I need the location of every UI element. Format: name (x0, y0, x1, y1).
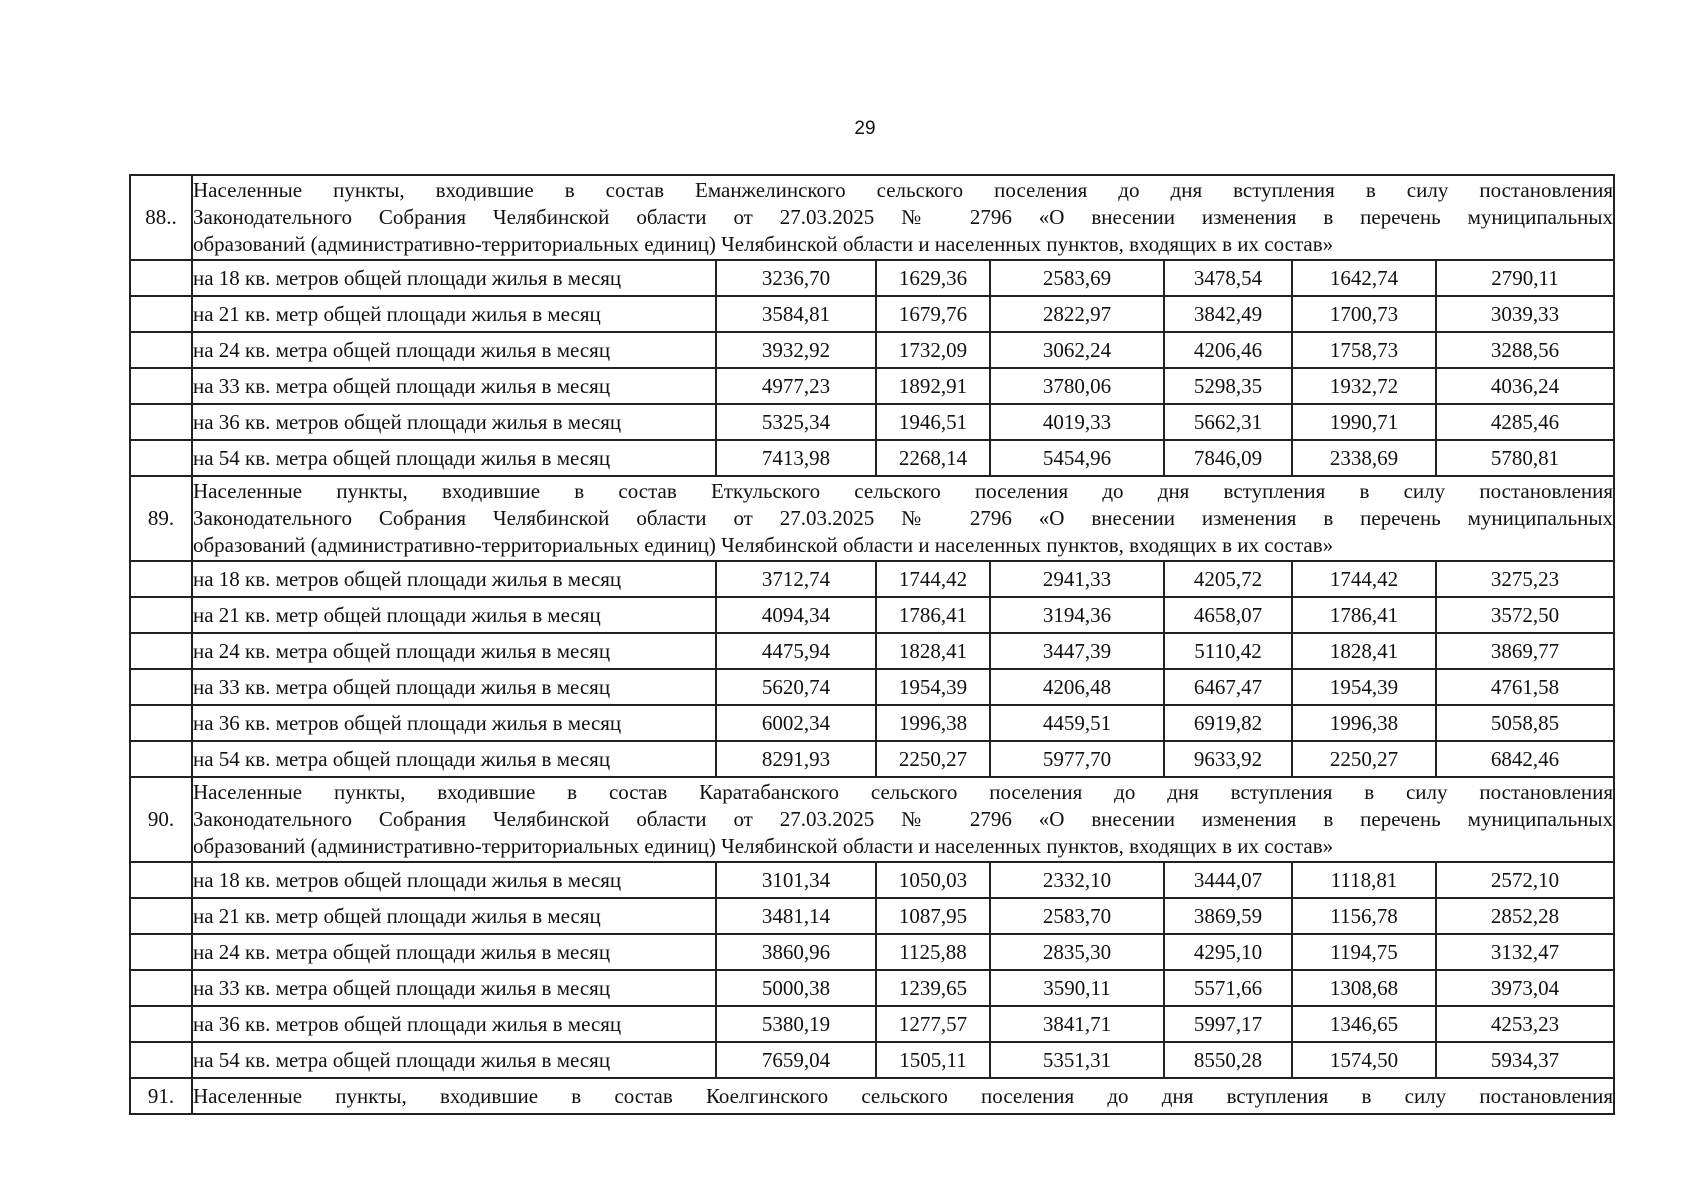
row-label: на 33 кв. метра общей площади жилья в месяц (192, 970, 716, 1006)
table-row (130, 970, 1614, 1006)
value-cell: 5298,35 (1164, 368, 1292, 404)
section-description-line: образований (административно-территориальных единиц) Челябинской области и населенных пунктов, входящих в их состав» (193, 533, 1334, 557)
section-number: 90. (130, 777, 192, 862)
value-cell: 1932,72 (1292, 368, 1436, 404)
value-cell: 4205,72 (1164, 561, 1292, 597)
empty-number-cell (130, 597, 192, 633)
value-cell: 3842,49 (1164, 296, 1292, 332)
empty-number-cell (130, 898, 192, 934)
value-cell: 5571,66 (1164, 970, 1292, 1006)
value-cell: 6919,82 (1164, 705, 1292, 741)
table-row (130, 705, 1614, 741)
value-cell: 1050,03 (876, 862, 990, 898)
table-row (130, 898, 1614, 934)
value-cell: 3444,07 (1164, 862, 1292, 898)
value-cell: 7413,98 (716, 440, 876, 476)
section-description-line: Законодательного Собрания Челябинской области от 27.03.2025 № 2796 «О внесении изменения в перечень муниципальных (193, 807, 1614, 831)
value-cell: 3841,71 (990, 1006, 1164, 1042)
value-cell: 1125,88 (876, 934, 990, 970)
empty-number-cell (130, 561, 192, 597)
value-cell: 1118,81 (1292, 862, 1436, 898)
value-cell: 3973,04 (1436, 970, 1614, 1006)
value-cell: 3039,33 (1436, 296, 1614, 332)
value-cell: 5620,74 (716, 669, 876, 705)
value-cell: 1996,38 (1292, 705, 1436, 741)
value-cell: 4761,58 (1436, 669, 1614, 705)
row-label: на 18 кв. метров общей площади жилья в месяц (192, 561, 716, 597)
empty-number-cell (130, 1042, 192, 1078)
table-row (130, 332, 1614, 368)
table-row (130, 741, 1614, 777)
value-cell: 2822,97 (990, 296, 1164, 332)
value-cell: 7846,09 (1164, 440, 1292, 476)
empty-number-cell (130, 970, 192, 1006)
value-cell: 1679,76 (876, 296, 990, 332)
value-cell: 4459,51 (990, 705, 1164, 741)
value-cell: 4658,07 (1164, 597, 1292, 633)
section-header-row (130, 175, 1614, 260)
value-cell: 4475,94 (716, 633, 876, 669)
section-description-line: Населенные пункты, входившие в состав Еткульского сельского поселения до дня вступления в силу постановления (193, 479, 1614, 503)
value-cell: 4285,46 (1436, 404, 1614, 440)
section-description (192, 175, 1614, 260)
value-cell: 3572,50 (1436, 597, 1614, 633)
value-cell: 3780,06 (990, 368, 1164, 404)
value-cell: 3869,77 (1436, 633, 1614, 669)
table-row (130, 1042, 1614, 1078)
value-cell: 1990,71 (1292, 404, 1436, 440)
row-label: на 36 кв. метров общей площади жилья в месяц (192, 1006, 716, 1042)
value-cell: 4019,33 (990, 404, 1164, 440)
table-row (130, 597, 1614, 633)
table-row (130, 633, 1614, 669)
value-cell: 5351,31 (990, 1042, 1164, 1078)
value-cell: 4206,48 (990, 669, 1164, 705)
value-cell: 2790,11 (1436, 260, 1614, 296)
empty-number-cell (130, 741, 192, 777)
row-label: на 24 кв. метра общей площади жилья в месяц (192, 332, 716, 368)
value-cell: 2583,70 (990, 898, 1164, 934)
value-cell: 1786,41 (876, 597, 990, 633)
value-cell: 8291,93 (716, 741, 876, 777)
table-row (130, 1006, 1614, 1042)
value-cell: 3132,47 (1436, 934, 1614, 970)
value-cell: 6842,46 (1436, 741, 1614, 777)
value-cell: 2268,14 (876, 440, 990, 476)
empty-number-cell (130, 404, 192, 440)
table-row (130, 669, 1614, 705)
value-cell: 1946,51 (876, 404, 990, 440)
table-row (130, 404, 1614, 440)
value-cell: 2250,27 (1292, 741, 1436, 777)
value-cell: 1732,09 (876, 332, 990, 368)
value-cell: 1574,50 (1292, 1042, 1436, 1078)
value-cell: 5977,70 (990, 741, 1164, 777)
row-label: на 24 кв. метра общей площади жилья в месяц (192, 934, 716, 970)
table-row (130, 862, 1614, 898)
section-header-row (130, 777, 1614, 862)
value-cell: 1700,73 (1292, 296, 1436, 332)
value-cell: 3584,81 (716, 296, 876, 332)
value-cell: 1277,57 (876, 1006, 990, 1042)
value-cell: 8550,28 (1164, 1042, 1292, 1078)
value-cell: 1744,42 (1292, 561, 1436, 597)
value-cell: 3275,23 (1436, 561, 1614, 597)
row-label: на 36 кв. метров общей площади жилья в месяц (192, 705, 716, 741)
section-description-line: образований (административно-территориальных единиц) Челябинской области и населенных пунктов, входящих в их состав» (193, 232, 1334, 256)
value-cell: 1744,42 (876, 561, 990, 597)
empty-number-cell (130, 1006, 192, 1042)
row-label: на 33 кв. метра общей площади жилья в месяц (192, 368, 716, 404)
row-label: на 36 кв. метров общей площади жилья в месяц (192, 404, 716, 440)
value-cell: 5000,38 (716, 970, 876, 1006)
value-cell: 1629,36 (876, 260, 990, 296)
row-label: на 54 кв. метра общей площади жилья в месяц (192, 741, 716, 777)
row-label: на 18 кв. метров общей площади жилья в месяц (192, 260, 716, 296)
value-cell: 1954,39 (876, 669, 990, 705)
row-label: на 54 кв. метра общей площади жилья в месяц (192, 1042, 716, 1078)
value-cell: 3478,54 (1164, 260, 1292, 296)
table-body (130, 175, 1614, 1114)
section-description-line: Законодательного Собрания Челябинской области от 27.03.2025 № 2796 «О внесении изменения в перечень муниципальных (193, 205, 1614, 229)
value-cell: 3101,34 (716, 862, 876, 898)
empty-number-cell (130, 440, 192, 476)
value-cell: 2572,10 (1436, 862, 1614, 898)
section-description-line: Населенные пункты, входившие в состав Еманжелинского сельского поселения до дня вступления в силу постановления (193, 178, 1614, 202)
row-label: на 21 кв. метр общей площади жилья в месяц (192, 597, 716, 633)
value-cell: 2338,69 (1292, 440, 1436, 476)
value-cell: 1194,75 (1292, 934, 1436, 970)
value-cell: 3194,36 (990, 597, 1164, 633)
value-cell: 1828,41 (1292, 633, 1436, 669)
value-cell: 1087,95 (876, 898, 990, 934)
table-row (130, 440, 1614, 476)
value-cell: 3062,24 (990, 332, 1164, 368)
value-cell: 2583,69 (990, 260, 1164, 296)
value-cell: 2941,33 (990, 561, 1164, 597)
empty-number-cell (130, 862, 192, 898)
value-cell: 5997,17 (1164, 1006, 1292, 1042)
empty-number-cell (130, 669, 192, 705)
value-cell: 4253,23 (1436, 1006, 1614, 1042)
value-cell: 3860,96 (716, 934, 876, 970)
empty-number-cell (130, 934, 192, 970)
empty-number-cell (130, 332, 192, 368)
page-number: 29 (854, 118, 876, 139)
value-cell: 3236,70 (716, 260, 876, 296)
value-cell: 3590,11 (990, 970, 1164, 1006)
value-cell: 5110,42 (1164, 633, 1292, 669)
value-cell: 5780,81 (1436, 440, 1614, 476)
table-row (130, 260, 1614, 296)
value-cell: 2835,30 (990, 934, 1164, 970)
table-row (130, 934, 1614, 970)
value-cell: 2852,28 (1436, 898, 1614, 934)
value-cell: 1758,73 (1292, 332, 1436, 368)
value-cell: 5934,37 (1436, 1042, 1614, 1078)
empty-number-cell (130, 260, 192, 296)
value-cell: 6467,47 (1164, 669, 1292, 705)
table-row (130, 368, 1614, 404)
section-header-row (130, 476, 1614, 561)
section-description (192, 476, 1614, 561)
value-cell: 1786,41 (1292, 597, 1436, 633)
empty-number-cell (130, 368, 192, 404)
value-cell: 5662,31 (1164, 404, 1292, 440)
value-cell: 1308,68 (1292, 970, 1436, 1006)
section-number: 88.. (130, 175, 192, 260)
value-cell: 4094,34 (716, 597, 876, 633)
value-cell: 4036,24 (1436, 368, 1614, 404)
empty-number-cell (130, 705, 192, 741)
tariff-table (129, 174, 1615, 1115)
value-cell: 2332,10 (990, 862, 1164, 898)
row-label: на 33 кв. метра общей площади жилья в месяц (192, 669, 716, 705)
section-description (192, 777, 1614, 862)
section-header-row (130, 1078, 1614, 1114)
value-cell: 1954,39 (1292, 669, 1436, 705)
value-cell: 4206,46 (1164, 332, 1292, 368)
section-number: 91. (130, 1078, 192, 1114)
value-cell: 5058,85 (1436, 705, 1614, 741)
value-cell: 1996,38 (876, 705, 990, 741)
value-cell: 6002,34 (716, 705, 876, 741)
value-cell: 4295,10 (1164, 934, 1292, 970)
row-label: на 21 кв. метр общей площади жилья в месяц (192, 296, 716, 332)
section-description-line: образований (административно-территориальных единиц) Челябинской области и населенных пунктов, входящих в их состав» (193, 834, 1334, 858)
value-cell: 1156,78 (1292, 898, 1436, 934)
value-cell: 9633,92 (1164, 741, 1292, 777)
value-cell: 3481,14 (716, 898, 876, 934)
table-row (130, 296, 1614, 332)
value-cell: 7659,04 (716, 1042, 876, 1078)
section-description-line: Населенные пункты, входившие в состав Коелгинского сельского поселения до дня вступления в силу постановления (193, 1083, 1614, 1108)
value-cell: 5454,96 (990, 440, 1164, 476)
value-cell: 3932,92 (716, 332, 876, 368)
section-description-line: Законодательного Собрания Челябинской области от 27.03.2025 № 2796 «О внесении изменения в перечень муниципальных (193, 506, 1614, 530)
value-cell: 1892,91 (876, 368, 990, 404)
section-description-line: Населенные пункты, входившие в состав Каратабанского сельского поселения до дня вступления в силу постановления (193, 780, 1614, 804)
row-label: на 21 кв. метр общей площади жилья в месяц (192, 898, 716, 934)
row-label: на 24 кв. метра общей площади жилья в месяц (192, 633, 716, 669)
value-cell: 1828,41 (876, 633, 990, 669)
value-cell: 1239,65 (876, 970, 990, 1006)
value-cell: 1505,11 (876, 1042, 990, 1078)
value-cell: 5325,34 (716, 404, 876, 440)
value-cell: 4977,23 (716, 368, 876, 404)
table-row (130, 561, 1614, 597)
value-cell: 1642,74 (1292, 260, 1436, 296)
value-cell: 3869,59 (1164, 898, 1292, 934)
value-cell: 3288,56 (1436, 332, 1614, 368)
empty-number-cell (130, 296, 192, 332)
value-cell: 3712,74 (716, 561, 876, 597)
section-description (192, 1078, 1614, 1114)
row-label: на 18 кв. метров общей площади жилья в месяц (192, 862, 716, 898)
value-cell: 3447,39 (990, 633, 1164, 669)
section-number: 89. (130, 476, 192, 561)
value-cell: 2250,27 (876, 741, 990, 777)
value-cell: 5380,19 (716, 1006, 876, 1042)
row-label: на 54 кв. метра общей площади жилья в месяц (192, 440, 716, 476)
empty-number-cell (130, 633, 192, 669)
value-cell: 1346,65 (1292, 1006, 1436, 1042)
